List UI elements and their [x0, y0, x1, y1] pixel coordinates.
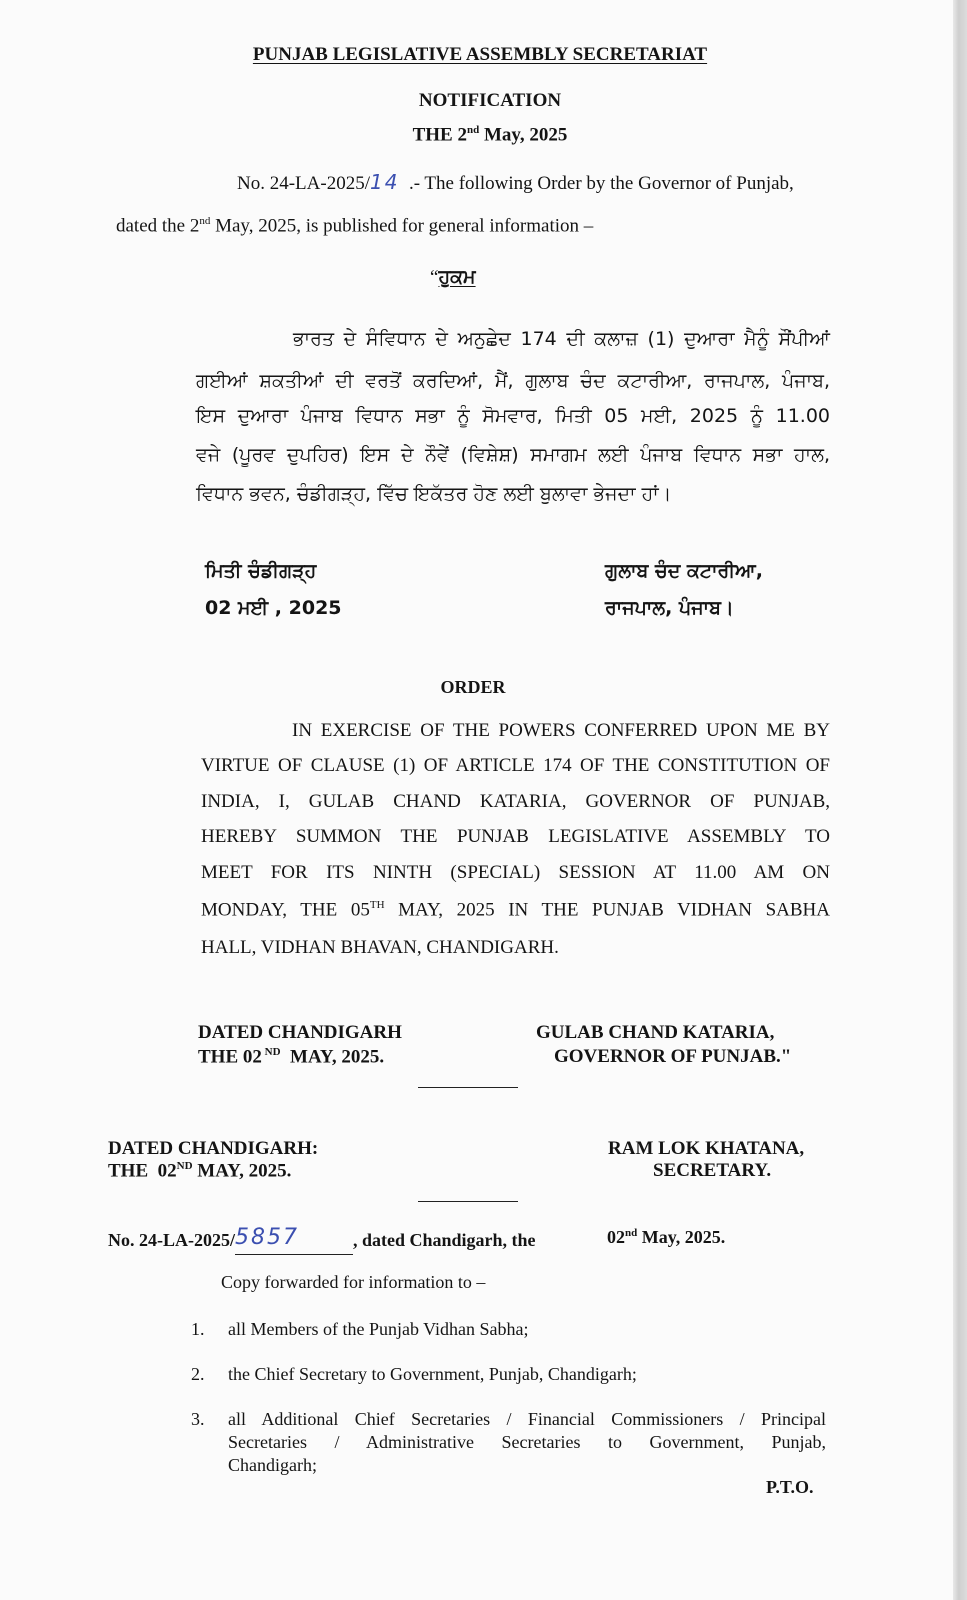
intro-line-2: dated the 2nd May, 2025, is published for general information – [116, 215, 594, 237]
list-item-continuation: Chandigarh; [228, 1455, 317, 1475]
secretary-name: RAM LOK KHATANA, [608, 1138, 805, 1159]
handwritten-number: 14 [369, 170, 400, 194]
list-item: all Additional Chief Secretaries / Financial Commissioners / Principal [228, 1409, 826, 1429]
punjabi-signatory-name: ਗੁਲਾਬ ਚੰਦ ਕਟਾਰੀਆ, [605, 560, 763, 582]
divider-rule [418, 1087, 518, 1088]
punjabi-line-4: ਵਜੇ (ਪੂਰਵ ਦੁਪਹਿਰ) ਇਸ ਦੇ ਨੌਵੇਂ (ਵਿਸ਼ੇਸ਼) ਸਮਾਗਮ ਲਈ ਪੰਜਾਬ ਵਿਧਾਨ ਸਭਾ ਹਾਲ, [196, 444, 830, 466]
governor-signatory-name: GULAB CHAND KATARIA, [536, 1022, 775, 1043]
list-item: the Chief Secretary to Government, Punjab, Chandigarh; [228, 1364, 637, 1384]
intro-line-1: No. 24-LA-2025/14 .- The following Order by the Governor of Punjab, [237, 170, 794, 194]
list-item-number: 3. [191, 1409, 205, 1429]
secretary-title: SECRETARY. [653, 1160, 772, 1181]
punjabi-order-heading: “ਹੁਕਮ [430, 266, 476, 288]
order-line-4: HEREBY SUMMON THE PUNJAB LEGISLATIVE ASSEMBLY TO [201, 826, 830, 847]
order-line-5: MEET FOR ITS NINTH (SPECIAL) SESSION AT 11.00 AM ON [201, 862, 830, 883]
punjabi-line-5: ਵਿਧਾਨ ਭਵਨ, ਚੰਡੀਗੜ੍ਹ, ਵਿੱਚ ਇਕੱਤਰ ਹੋਣ ਲਈ ਬੁਲਾਵਾ ਭੇਜਦਾ ਹਾਂ। [196, 483, 672, 505]
order-line-1: IN EXERCISE OF THE POWERS CONFERRED UPON ME BY [292, 720, 830, 741]
punjabi-line-2: ਗਈਆਂ ਸ਼ਕਤੀਆਂ ਦੀ ਵਰਤੋਂ ਕਰਦਿਆਂ, ਮੈਂ, ਗੁਲਾਬ ਚੰਦ ਕਟਾਰੀਆ, ਰਾਜਪਾਲ, ਪੰਜਾਬ, [196, 370, 830, 392]
copy-forwarded-text: Copy forwarded for information to – [221, 1272, 486, 1292]
governor-signatory-title: GOVERNOR OF PUNJAB." [554, 1046, 792, 1067]
divider-rule [418, 1201, 518, 1202]
notification-date: THE 2nd May, 2025 [412, 124, 568, 146]
endorsement-number-line: No. 24-LA-2025/5857 , dated Chandigarh, the [108, 1227, 536, 1253]
order-line-2: VIRTUE OF CLAUSE (1) OF ARTICLE 174 OF THE CONSTITUTION OF [201, 755, 830, 776]
secretary-dated-date: THE 02ND MAY, 2025. [108, 1160, 292, 1182]
notification-heading: NOTIFICATION [418, 90, 562, 111]
list-item-number: 1. [191, 1319, 205, 1339]
list-item-number: 2. [191, 1364, 205, 1384]
handwritten-number: 5857 [235, 1225, 299, 1250]
order-dated-date: THE 02 $^{ND}$ MAY, 2025. [198, 1046, 385, 1068]
list-item-continuation: Secretaries / Administrative Secretaries to Government, Punjab, [228, 1432, 826, 1452]
order-line-6: MONDAY, THE 05TH MAY, 2025 IN THE PUNJAB VIDHAN SABHA [201, 899, 830, 921]
order-line-7: HALL, VIDHAN BHAVAN, CHANDIGARH. [201, 937, 559, 958]
order-heading: ORDER [440, 677, 506, 697]
secretariat-title: PUNJAB LEGISLATIVE ASSEMBLY SECRETARIAT [252, 44, 708, 65]
secretary-dated-place: DATED CHANDIGARH: [108, 1138, 319, 1159]
punjabi-line-1: ਭਾਰਤ ਦੇ ਸੰਵਿਧਾਨ ਦੇ ਅਨੁਛੇਦ 174 ਦੀ ਕਲਾਜ਼ (1) ਦੁਆਰਾ ਮੈਨੂੰ ਸੌਂਪੀਆਂ [293, 328, 830, 350]
order-line-3: INDIA, I, GULAB CHAND KATARIA, GOVERNOR OF PUNJAB, [201, 791, 830, 812]
page-edge-shadow [953, 0, 967, 1600]
pto-marker: P.T.O. [766, 1477, 814, 1497]
punjabi-line-3: ਇਸ ਦੁਆਰਾ ਪੰਜਾਬ ਵਿਧਾਨ ਸਭਾ ਨੂੰ ਸੋਮਵਾਰ, ਮਿਤੀ 05 ਮਈ, 2025 ਨੂੰ 11.00 [196, 405, 830, 427]
punjabi-date: 02 ਮਈ , 2025 [205, 597, 342, 619]
endorsement-date: 02nd May, 2025. [607, 1227, 726, 1247]
punjabi-signatory-title: ਰਾਜਪਾਲ, ਪੰਜਾਬ। [605, 597, 734, 619]
list-item: all Members of the Punjab Vidhan Sabha; [228, 1319, 529, 1339]
punjabi-place: ਮਿਤੀ ਚੰਡੀਗੜ੍ਹ [205, 560, 317, 582]
order-dated-place: DATED CHANDIGARH [198, 1022, 402, 1043]
